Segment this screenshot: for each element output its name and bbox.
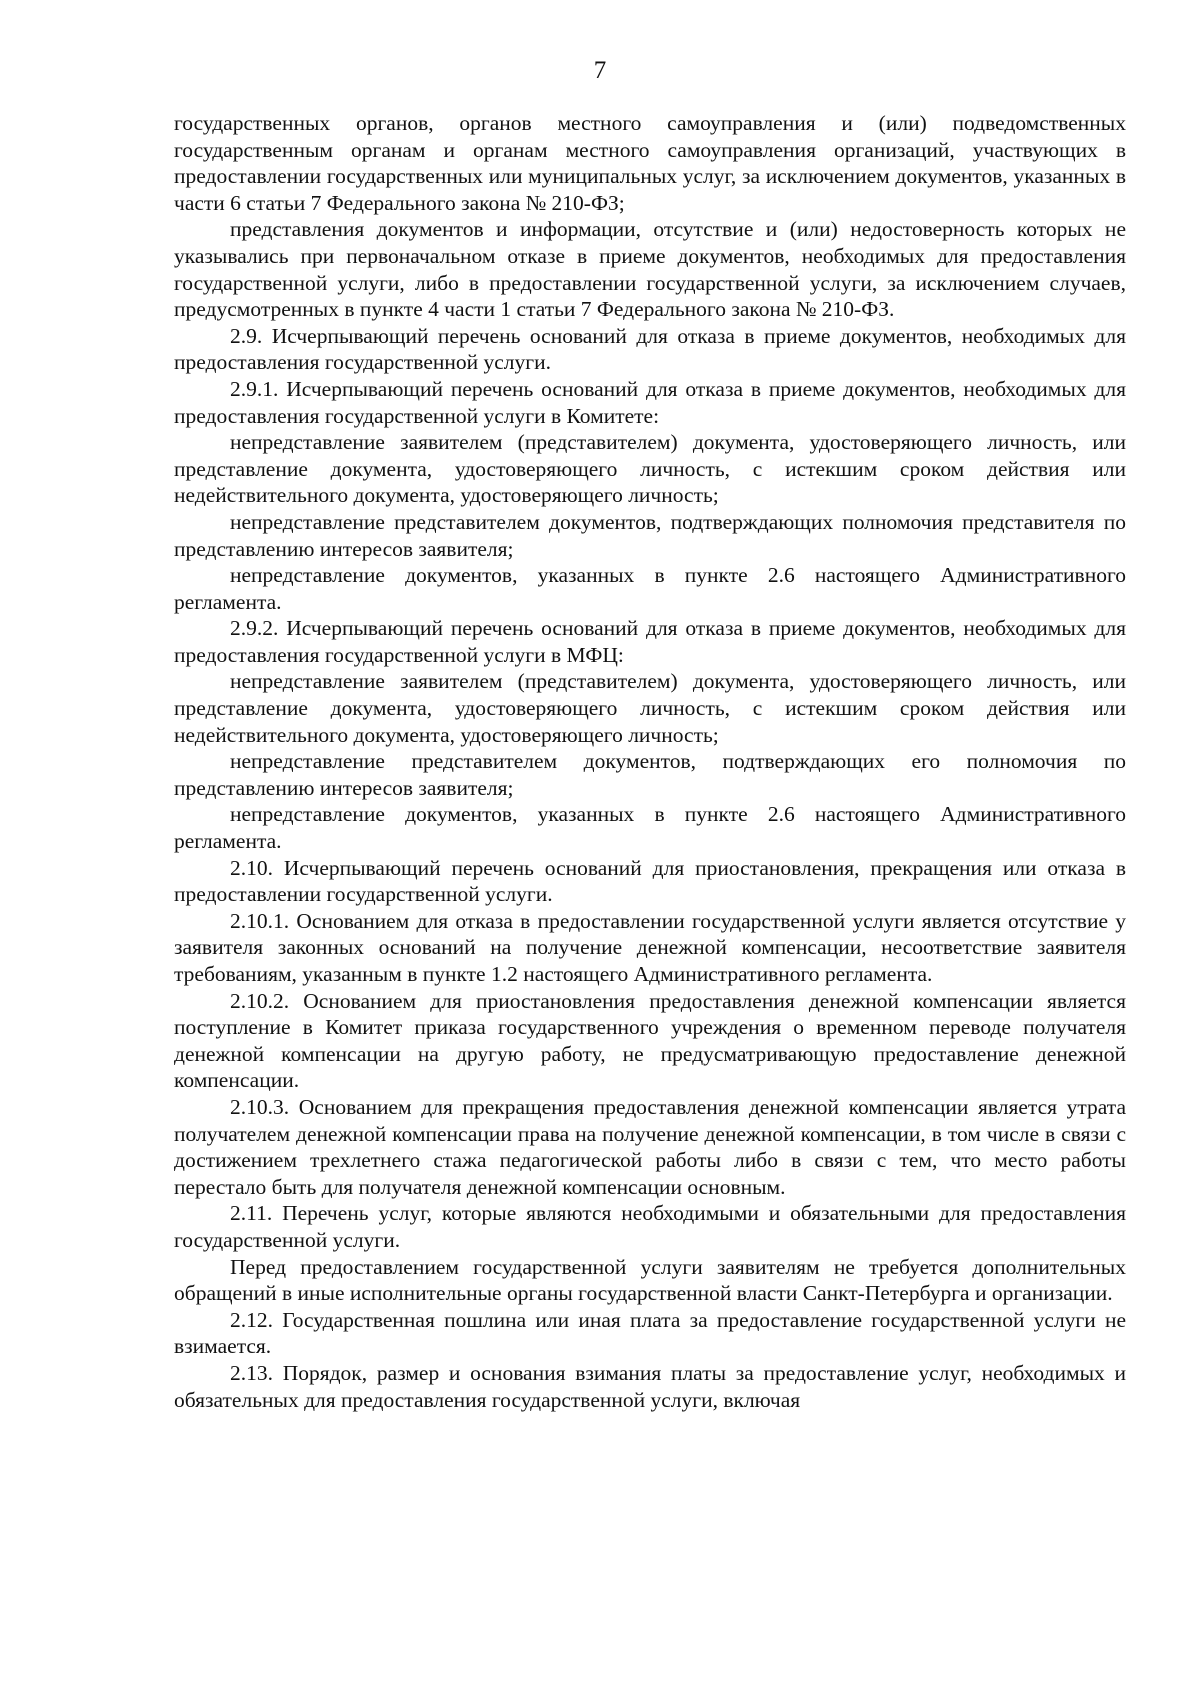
document-body [174,110,1126,1413]
list-item: непредставление представителем документов, подтверждающих его полномочия по представлению интересов заявителя; [174,749,1126,800]
paragraph: Перед предоставлением государственной услуги заявителям не требуется дополнительных обращений в иные исполнительные органы государственной власти Санкт-Петербурга и организации. [174,1254,1126,1306]
section-2-12: 2.12. Государственная пошлина или иная плата за предоставление государственной услуги не взимается. [174,1307,1126,1359]
list-item: непредставление документов, указанных в пункте 2.6 настоящего Административного регламента. [174,563,1126,614]
section-2-9-1-heading: 2.9.1. Исчерпывающий перечень оснований для отказа в приеме документов, необходимых для предоставления государственной услуги в Комитете: [174,376,1126,428]
page-number: 7 [593,57,607,84]
paragraph: представления документов и информации, отсутствие и (или) недостоверность которых не указывались при первоначальном отказе в приеме документов, необходимых для предоставления государственной услуги, либо в предоставлении государственной услуги, за исключением случаев, предусмотренных в пункте 4 части 1 статьи 7 Федерального закона № 210-ФЗ. [174,217,1126,322]
list-item: непредставление заявителем (представителем) документа, удостоверяющего личность, или представление документа, удостоверяющего личность, с истекшим сроком действия или недействительного документа, удостоверяющего личность; [174,669,1126,747]
list-item: непредставление документов, указанных в пункте 2.6 настоящего Административного регламента. [174,802,1126,854]
section-2-10-2: 2.10.2. Основанием для приостановления предоставления денежной компенсации является поступление в Комитет приказа государственного учреждения о временном переводе получателя денежной компенсации на другую работу, не предусматривающую предоставление денежной компенсации. [174,988,1126,1093]
section-2-9-2-heading: 2.9.2. Исчерпывающий перечень оснований для отказа в приеме документов, необходимых для предоставления государственной услуги в МФЦ: [174,616,1126,667]
section-2-10-heading: 2.10. Исчерпывающий перечень оснований для приостановления, прекращения или отказа в предоставлении государственной услуги. [174,855,1126,907]
section-2-9-heading: 2.9. Исчерпывающий перечень оснований для отказа в приеме документов, необходимых для предоставления государственной услуги. [174,323,1126,375]
list-item: непредставление представителем документов, подтверждающих полномочия представителя по представлению интересов заявителя; [174,509,1126,561]
section-2-11-heading: 2.11. Перечень услуг, которые являются необходимыми и обязательными для предоставления государственной услуги. [174,1201,1126,1252]
paragraph: государственных органов, органов местного самоуправления и (или) подведомственных государственным органам и органам местного самоуправления организаций, участвующих в предоставлении государственных или муниципальных услуг, за исключением документов, указанных в части 6 статьи 7 Федерального закона № 210-ФЗ; [174,111,1126,215]
section-2-10-1: 2.10.1. Основанием для отказа в предоставлении государственной услуги является отсутствие у заявителя законных оснований на получение денежной компенсации, несоответствие заявителя требованиям, указанным в пункте 1.2 настоящего Административного регламента. [174,908,1126,986]
section-2-10-3: 2.10.3. Основанием для прекращения предоставления денежной компенсации является утрата получателем денежной компенсации права на получение денежной компенсации, в том числе в связи с достижением трехлетнего стажа педагогической работы либо в связи с тем, что место работы перестало быть для получателя денежной компенсации основным. [174,1094,1126,1199]
list-item: непредставление заявителем (представителем) документа, удостоверяющего личность, или представление документа, удостоверяющего личность, с истекшим сроком действия или недействительного документа, удостоверяющего личность; [174,430,1126,508]
section-2-13: 2.13. Порядок, размер и основания взимания платы за предоставление услуг, необходимых и обязательных для предоставления государственной услуги, включая [174,1360,1126,1412]
